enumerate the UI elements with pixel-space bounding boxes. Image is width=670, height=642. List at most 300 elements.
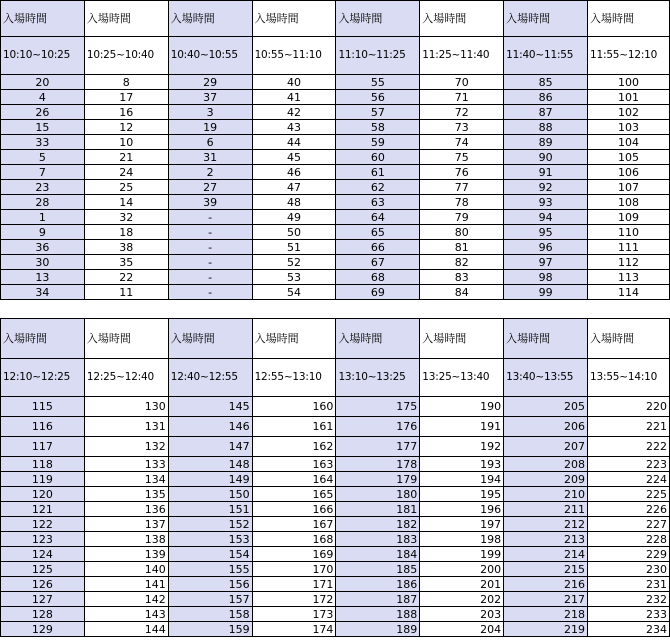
table-cell: 192 xyxy=(420,437,504,457)
table-cell: 157 xyxy=(168,592,252,607)
table-cell: 66 xyxy=(336,240,420,255)
table-cell: 85 xyxy=(504,75,588,90)
morning-label-row xyxy=(1,1,670,37)
table-cell: 137 xyxy=(84,517,168,532)
table-cell: 59 xyxy=(336,135,420,150)
table-cell: 104 xyxy=(588,135,670,150)
table-cell: 74 xyxy=(420,135,504,150)
table-cell: 188 xyxy=(336,607,420,622)
table-cell: 50 xyxy=(252,225,336,240)
table-cell: 121 xyxy=(1,502,85,517)
table-cell: 200 xyxy=(420,562,504,577)
afternoon-time-slot-7: 13:55~14:10 xyxy=(588,359,670,397)
table-cell: 210 xyxy=(504,487,588,502)
table-row xyxy=(1,437,670,457)
table-cell: 76 xyxy=(420,165,504,180)
table-row xyxy=(1,90,670,105)
table-cell: 10 xyxy=(84,135,168,150)
table-cell: 191 xyxy=(420,417,504,437)
table-cell: 172 xyxy=(252,592,336,607)
table-cell: 182 xyxy=(336,517,420,532)
table-cell: 37 xyxy=(168,90,252,105)
table-cell: 86 xyxy=(504,90,588,105)
table-row xyxy=(1,622,670,637)
table-cell: 159 xyxy=(168,622,252,637)
table-cell: 80 xyxy=(420,225,504,240)
table-cell: 181 xyxy=(336,502,420,517)
table-cell: 41 xyxy=(252,90,336,105)
table-row xyxy=(1,592,670,607)
morning-time-slot-5: 11:25~11:40 xyxy=(420,37,504,75)
table-row xyxy=(1,135,670,150)
table-cell: 110 xyxy=(588,225,670,240)
afternoon-header-label-6: 入場時間 xyxy=(504,319,588,359)
table-cell: 161 xyxy=(252,417,336,437)
morning-header-label-1: 入場時間 xyxy=(84,1,168,37)
table-cell: 216 xyxy=(504,577,588,592)
table-cell: 187 xyxy=(336,592,420,607)
table-cell: 146 xyxy=(168,417,252,437)
table-cell: 213 xyxy=(504,532,588,547)
morning-time-slot-7: 11:55~12:10 xyxy=(588,37,670,75)
afternoon-header-label-0: 入場時間 xyxy=(1,319,85,359)
table-cell: 81 xyxy=(420,240,504,255)
table-cell: 45 xyxy=(252,150,336,165)
table-cell: 4 xyxy=(1,90,85,105)
table-cell: 94 xyxy=(504,210,588,225)
table-cell: 65 xyxy=(336,225,420,240)
table-row xyxy=(1,547,670,562)
table-cell: 18 xyxy=(84,225,168,240)
table-cell: 71 xyxy=(420,90,504,105)
table-cell: 42 xyxy=(252,105,336,120)
table-cell: 178 xyxy=(336,457,420,472)
table-cell: 16 xyxy=(84,105,168,120)
table-cell: 43 xyxy=(252,120,336,135)
table-row xyxy=(1,240,670,255)
table-cell: 38 xyxy=(84,240,168,255)
table-row xyxy=(1,75,670,90)
table-cell: 29 xyxy=(168,75,252,90)
table-cell: 103 xyxy=(588,120,670,135)
table-row xyxy=(1,270,670,285)
morning-table-body xyxy=(1,1,670,300)
table-cell: 68 xyxy=(336,270,420,285)
table-cell: 228 xyxy=(588,532,670,547)
table-cell: 69 xyxy=(336,285,420,300)
table-cell: 36 xyxy=(1,240,85,255)
table-cell: 12 xyxy=(84,120,168,135)
table-cell: 158 xyxy=(168,607,252,622)
table-cell: 63 xyxy=(336,195,420,210)
morning-header-label-6: 入場時間 xyxy=(504,1,588,37)
table-cell: 77 xyxy=(420,180,504,195)
table-cell: 217 xyxy=(504,592,588,607)
morning-time-slot-3: 10:55~11:10 xyxy=(252,37,336,75)
table-cell: 27 xyxy=(168,180,252,195)
table-row xyxy=(1,150,670,165)
table-cell: 25 xyxy=(84,180,168,195)
table-cell: 75 xyxy=(420,150,504,165)
table-cell: 3 xyxy=(168,105,252,120)
table-row xyxy=(1,195,670,210)
table-cell: 135 xyxy=(84,487,168,502)
table-cell: 113 xyxy=(588,270,670,285)
table-cell: 33 xyxy=(1,135,85,150)
table-cell: 230 xyxy=(588,562,670,577)
table-cell: 141 xyxy=(84,577,168,592)
table-cell: 99 xyxy=(504,285,588,300)
table-cell: 107 xyxy=(588,180,670,195)
table-cell: 218 xyxy=(504,607,588,622)
table-cell: 64 xyxy=(336,210,420,225)
table-cell: 185 xyxy=(336,562,420,577)
table-cell: 112 xyxy=(588,255,670,270)
table-cell: - xyxy=(168,285,252,300)
table-cell: 15 xyxy=(1,120,85,135)
table-row xyxy=(1,225,670,240)
table-cell: 226 xyxy=(588,502,670,517)
afternoon-time-slot-4: 13:10~13:25 xyxy=(336,359,420,397)
table-row xyxy=(1,165,670,180)
table-cell: 118 xyxy=(1,457,85,472)
table-cell: 207 xyxy=(504,437,588,457)
table-cell: 102 xyxy=(588,105,670,120)
table-cell: 209 xyxy=(504,472,588,487)
table-cell: 30 xyxy=(1,255,85,270)
table-cell: 147 xyxy=(168,437,252,457)
table-cell: 11 xyxy=(84,285,168,300)
table-cell: 14 xyxy=(84,195,168,210)
table-cell: 162 xyxy=(252,437,336,457)
table-cell: 23 xyxy=(1,180,85,195)
table-cell: 232 xyxy=(588,592,670,607)
table-cell: 19 xyxy=(168,120,252,135)
table-row xyxy=(1,472,670,487)
afternoon-label-row xyxy=(1,319,670,359)
table-cell: 5 xyxy=(1,150,85,165)
table-cell: - xyxy=(168,270,252,285)
table-cell: 98 xyxy=(504,270,588,285)
afternoon-time-row xyxy=(1,359,670,397)
table-cell: 189 xyxy=(336,622,420,637)
table-cell: 174 xyxy=(252,622,336,637)
table-cell: 114 xyxy=(588,285,670,300)
morning-header-label-7: 入場時間 xyxy=(588,1,670,37)
table-cell: 72 xyxy=(420,105,504,120)
table-cell: 90 xyxy=(504,150,588,165)
table-cell: 139 xyxy=(84,547,168,562)
morning-header-label-4: 入場時間 xyxy=(336,1,420,37)
table-cell: 151 xyxy=(168,502,252,517)
table-cell: 133 xyxy=(84,457,168,472)
table-cell: 35 xyxy=(84,255,168,270)
afternoon-time-slot-3: 12:55~13:10 xyxy=(252,359,336,397)
table-cell: 48 xyxy=(252,195,336,210)
table-cell: - xyxy=(168,255,252,270)
table-cell: 148 xyxy=(168,457,252,472)
table-cell: 92 xyxy=(504,180,588,195)
table-cell: 96 xyxy=(504,240,588,255)
morning-header-label-2: 入場時間 xyxy=(168,1,252,37)
table-cell: 163 xyxy=(252,457,336,472)
afternoon-time-slot-1: 12:25~12:40 xyxy=(84,359,168,397)
table-cell: 127 xyxy=(1,592,85,607)
afternoon-header-label-2: 入場時間 xyxy=(168,319,252,359)
table-cell: 204 xyxy=(420,622,504,637)
table-cell: 149 xyxy=(168,472,252,487)
table-cell: 78 xyxy=(420,195,504,210)
table-cell: - xyxy=(168,225,252,240)
morning-entry-table xyxy=(0,0,670,300)
table-cell: 229 xyxy=(588,547,670,562)
table-cell: 87 xyxy=(504,105,588,120)
table-cell: 106 xyxy=(588,165,670,180)
table-cell: 198 xyxy=(420,532,504,547)
morning-time-slot-6: 11:40~11:55 xyxy=(504,37,588,75)
table-cell: 215 xyxy=(504,562,588,577)
table-cell: 142 xyxy=(84,592,168,607)
table-cell: 203 xyxy=(420,607,504,622)
table-cell: 224 xyxy=(588,472,670,487)
table-row xyxy=(1,180,670,195)
table-cell: 145 xyxy=(168,397,252,417)
morning-time-row xyxy=(1,37,670,75)
table-cell: 193 xyxy=(420,457,504,472)
table-cell: 125 xyxy=(1,562,85,577)
afternoon-header-label-7: 入場時間 xyxy=(588,319,670,359)
table-row xyxy=(1,105,670,120)
table-cell: 227 xyxy=(588,517,670,532)
table-cell: 184 xyxy=(336,547,420,562)
table-cell: 199 xyxy=(420,547,504,562)
table-cell: 13 xyxy=(1,270,85,285)
table-cell: 44 xyxy=(252,135,336,150)
table-cell: 83 xyxy=(420,270,504,285)
table-cell: 52 xyxy=(252,255,336,270)
table-cell: 24 xyxy=(84,165,168,180)
table-cell: - xyxy=(168,210,252,225)
table-cell: 79 xyxy=(420,210,504,225)
table-cell: 140 xyxy=(84,562,168,577)
table-row xyxy=(1,532,670,547)
table-cell: 84 xyxy=(420,285,504,300)
table-cell: 122 xyxy=(1,517,85,532)
table-cell: 180 xyxy=(336,487,420,502)
table-cell: 186 xyxy=(336,577,420,592)
table-cell: 39 xyxy=(168,195,252,210)
table-cell: 166 xyxy=(252,502,336,517)
table-cell: 31 xyxy=(168,150,252,165)
table-cell: 1 xyxy=(1,210,85,225)
table-cell: 130 xyxy=(84,397,168,417)
table-cell: 58 xyxy=(336,120,420,135)
table-cell: 134 xyxy=(84,472,168,487)
table-cell: 222 xyxy=(588,437,670,457)
table-cell: 211 xyxy=(504,502,588,517)
table-cell: 183 xyxy=(336,532,420,547)
table-cell: 196 xyxy=(420,502,504,517)
table-cell: 201 xyxy=(420,577,504,592)
table-cell: 7 xyxy=(1,165,85,180)
table-cell: 26 xyxy=(1,105,85,120)
table-cell: 165 xyxy=(252,487,336,502)
table-cell: 155 xyxy=(168,562,252,577)
table-row xyxy=(1,502,670,517)
table-cell: 17 xyxy=(84,90,168,105)
table-cell: 32 xyxy=(84,210,168,225)
table-row xyxy=(1,577,670,592)
table-row xyxy=(1,120,670,135)
table-cell: 73 xyxy=(420,120,504,135)
table-cell: 82 xyxy=(420,255,504,270)
table-cell: 111 xyxy=(588,240,670,255)
table-cell: 220 xyxy=(588,397,670,417)
table-cell: 120 xyxy=(1,487,85,502)
table-row xyxy=(1,417,670,437)
table-cell: 54 xyxy=(252,285,336,300)
table-cell: 212 xyxy=(504,517,588,532)
table-row xyxy=(1,397,670,417)
table-cell: 154 xyxy=(168,547,252,562)
table-cell: 123 xyxy=(1,532,85,547)
table-cell: 88 xyxy=(504,120,588,135)
table-cell: 169 xyxy=(252,547,336,562)
table-cell: 190 xyxy=(420,397,504,417)
table-cell: 221 xyxy=(588,417,670,437)
table-cell: 223 xyxy=(588,457,670,472)
table-cell: 6 xyxy=(168,135,252,150)
table-cell: 91 xyxy=(504,165,588,180)
afternoon-table-body xyxy=(1,319,670,637)
table-cell: 46 xyxy=(252,165,336,180)
table-cell: 214 xyxy=(504,547,588,562)
table-cell: 144 xyxy=(84,622,168,637)
table-cell: 67 xyxy=(336,255,420,270)
table-cell: 109 xyxy=(588,210,670,225)
table-cell: 171 xyxy=(252,577,336,592)
afternoon-time-slot-5: 13:25~13:40 xyxy=(420,359,504,397)
table-cell: 131 xyxy=(84,417,168,437)
table-row xyxy=(1,607,670,622)
table-cell: 124 xyxy=(1,547,85,562)
table-cell: 205 xyxy=(504,397,588,417)
table-row xyxy=(1,285,670,300)
table-cell: 22 xyxy=(84,270,168,285)
table-cell: 70 xyxy=(420,75,504,90)
table-cell: 156 xyxy=(168,577,252,592)
table-cell: 21 xyxy=(84,150,168,165)
table-cell: 175 xyxy=(336,397,420,417)
table-cell: 108 xyxy=(588,195,670,210)
table-cell: 194 xyxy=(420,472,504,487)
table-cell: 179 xyxy=(336,472,420,487)
table-cell: 153 xyxy=(168,532,252,547)
table-cell: 101 xyxy=(588,90,670,105)
morning-header-label-0: 入場時間 xyxy=(1,1,85,37)
morning-time-slot-1: 10:25~10:40 xyxy=(84,37,168,75)
table-cell: 55 xyxy=(336,75,420,90)
table-cell: 60 xyxy=(336,150,420,165)
table-cell: 138 xyxy=(84,532,168,547)
table-cell: 136 xyxy=(84,502,168,517)
table-cell: 53 xyxy=(252,270,336,285)
table-cell: 195 xyxy=(420,487,504,502)
table-cell: 126 xyxy=(1,577,85,592)
table-cell: 143 xyxy=(84,607,168,622)
table-cell: 170 xyxy=(252,562,336,577)
table-cell: 234 xyxy=(588,622,670,637)
table-cell: 168 xyxy=(252,532,336,547)
table-cell: 233 xyxy=(588,607,670,622)
afternoon-time-slot-2: 12:40~12:55 xyxy=(168,359,252,397)
table-row xyxy=(1,255,670,270)
table-cell: 100 xyxy=(588,75,670,90)
table-cell: 202 xyxy=(420,592,504,607)
afternoon-header-label-5: 入場時間 xyxy=(420,319,504,359)
table-cell: - xyxy=(168,240,252,255)
table-cell: 167 xyxy=(252,517,336,532)
table-row xyxy=(1,517,670,532)
table-cell: 119 xyxy=(1,472,85,487)
table-cell: 9 xyxy=(1,225,85,240)
table-cell: 49 xyxy=(252,210,336,225)
morning-time-slot-4: 11:10~11:25 xyxy=(336,37,420,75)
table-cell: 47 xyxy=(252,180,336,195)
table-cell: 116 xyxy=(1,417,85,437)
table-cell: 34 xyxy=(1,285,85,300)
table-cell: 225 xyxy=(588,487,670,502)
table-cell: 2 xyxy=(168,165,252,180)
morning-time-slot-0: 10:10~10:25 xyxy=(1,37,85,75)
table-cell: 152 xyxy=(168,517,252,532)
table-row xyxy=(1,562,670,577)
table-row xyxy=(1,487,670,502)
table-cell: 117 xyxy=(1,437,85,457)
table-cell: 56 xyxy=(336,90,420,105)
table-cell: 231 xyxy=(588,577,670,592)
table-cell: 57 xyxy=(336,105,420,120)
table-cell: 197 xyxy=(420,517,504,532)
table-cell: 164 xyxy=(252,472,336,487)
afternoon-header-label-3: 入場時間 xyxy=(252,319,336,359)
table-cell: 132 xyxy=(84,437,168,457)
table-cell: 173 xyxy=(252,607,336,622)
table-cell: 40 xyxy=(252,75,336,90)
afternoon-time-slot-0: 12:10~12:25 xyxy=(1,359,85,397)
table-cell: 20 xyxy=(1,75,85,90)
table-cell: 28 xyxy=(1,195,85,210)
table-cell: 176 xyxy=(336,417,420,437)
table-cell: 160 xyxy=(252,397,336,417)
table-cell: 128 xyxy=(1,607,85,622)
table-cell: 105 xyxy=(588,150,670,165)
afternoon-time-slot-6: 13:40~13:55 xyxy=(504,359,588,397)
table-cell: 97 xyxy=(504,255,588,270)
afternoon-header-label-4: 入場時間 xyxy=(336,319,420,359)
morning-header-label-3: 入場時間 xyxy=(252,1,336,37)
morning-time-slot-2: 10:40~10:55 xyxy=(168,37,252,75)
table-cell: 129 xyxy=(1,622,85,637)
table-cell: 177 xyxy=(336,437,420,457)
table-cell: 206 xyxy=(504,417,588,437)
table-cell: 219 xyxy=(504,622,588,637)
table-cell: 150 xyxy=(168,487,252,502)
table-cell: 93 xyxy=(504,195,588,210)
table-row xyxy=(1,457,670,472)
table-cell: 95 xyxy=(504,225,588,240)
table-cell: 51 xyxy=(252,240,336,255)
